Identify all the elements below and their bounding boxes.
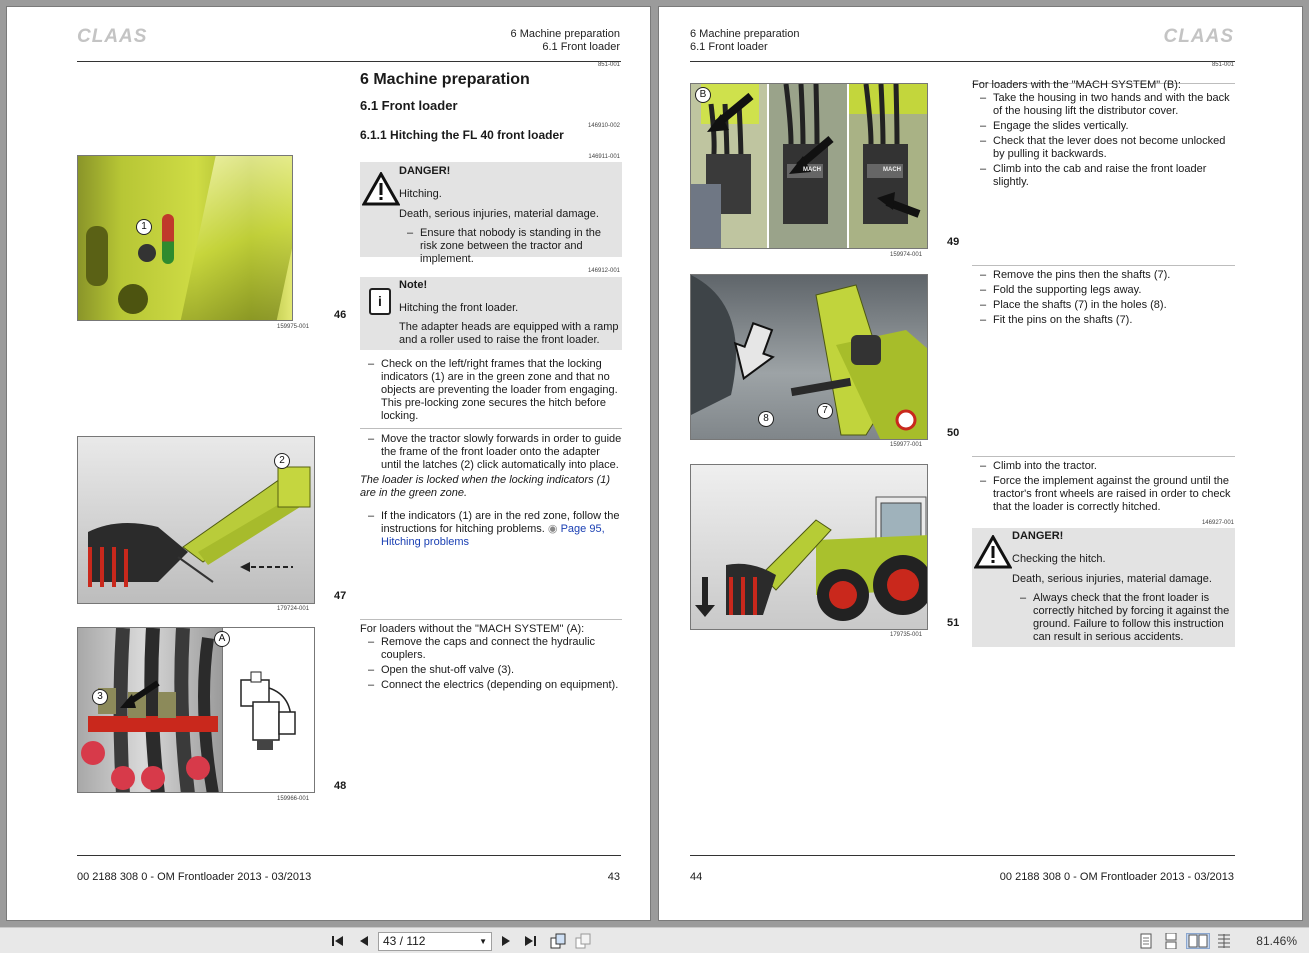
- note-title: Note!: [399, 279, 428, 291]
- note-box: [360, 277, 622, 350]
- page-indicator: 43 / 112: [383, 934, 426, 948]
- list-item: [360, 510, 622, 549]
- rotate-page-icon: [549, 933, 567, 949]
- module-code: 851-001: [1211, 62, 1234, 68]
- header-rule: [690, 61, 1235, 62]
- viewer-toolbar: [0, 927, 1309, 953]
- mach-a-intro: For loaders without the "MACH SYSTEM" (A):: [360, 623, 585, 635]
- danger-box: [972, 528, 1235, 647]
- section-title: 6.1 Front loader: [360, 98, 458, 113]
- header-chapter: 6 Machine preparation: [510, 28, 620, 40]
- module-code: 146910-002: [587, 123, 620, 129]
- list-item: – Climb into the tractor.: [972, 460, 1235, 473]
- header-rule: [77, 61, 621, 62]
- figure-number: 50: [947, 427, 960, 439]
- mach-label: MACH: [803, 167, 821, 173]
- two-page-icon: [1188, 934, 1208, 948]
- step-list: [360, 358, 622, 425]
- callout-3: 3: [92, 689, 108, 705]
- figure-number: 48: [334, 780, 347, 792]
- danger-hazard: Hitching.: [399, 188, 442, 200]
- callout-b: B: [695, 87, 711, 103]
- continuous-button[interactable]: [1163, 933, 1179, 949]
- list-item: – Ensure that nobody is standing in the risk zone between the tractor and implement.: [399, 227, 621, 266]
- figure-47-image: [77, 436, 315, 604]
- cross-reference-link[interactable]: Page 95, Hitching problems: [381, 523, 605, 548]
- mach-b-intro: For loaders with the "MACH SYSTEM" (B):: [972, 79, 1181, 91]
- list-item: – Fit the pins on the shafts (7).: [972, 314, 1235, 327]
- module-code: 851-001: [597, 62, 620, 68]
- divider: [360, 619, 622, 620]
- footer-page-number: 44: [690, 871, 703, 883]
- list-item: – Move the tractor slowly forwards in order to guide the frame of the front loader onto the adapter until the latches (2) click automatically into place.: [360, 433, 622, 472]
- list-item: – Place the shafts (7) in the holes (8).: [972, 299, 1235, 312]
- step-text: If the indicators (1) are in the red zone, follow the instructions for hitching problems.: [381, 510, 620, 535]
- figure-code: 159966-001: [277, 796, 310, 802]
- figure-number: 51: [947, 617, 960, 629]
- footer-rule: [690, 855, 1235, 856]
- mach-label: MACH: [883, 167, 901, 173]
- list-item: – Remove the pins then the shafts (7).: [972, 269, 1235, 282]
- continuous-page-icon: [1164, 933, 1178, 949]
- zoom-level[interactable]: 81.46%: [1256, 934, 1297, 948]
- figure-code: 159977-001: [890, 442, 923, 448]
- claas-logo: CLAAS: [1163, 26, 1234, 47]
- triangle-right-icon: [498, 933, 514, 949]
- thumbnails-button[interactable]: [574, 933, 590, 949]
- danger-title: DANGER!: [399, 165, 451, 177]
- footer-document: 00 2188 308 0 - OM Frontloader 2013 - 03/2013: [77, 871, 312, 883]
- skip-start-icon: [330, 933, 346, 949]
- header-section: 6.1 Front loader: [690, 41, 768, 53]
- figure-46-image: [77, 155, 293, 321]
- module-code: 146911-001: [588, 154, 620, 160]
- rotate-button[interactable]: [549, 933, 565, 949]
- pages-icon: [574, 933, 592, 949]
- figure-48-image: [77, 627, 315, 793]
- divider: [360, 428, 622, 429]
- result-text: The loader is locked when the locking indicators (1) are in the green zone.: [360, 474, 611, 499]
- list-item: – Open the shut-off valve (3).: [360, 664, 622, 677]
- list-item: – Connect the electrics (depending on equipment).: [360, 679, 622, 692]
- subsection-title: 6.1.1 Hitching the FL 40 front loader: [360, 128, 564, 142]
- left-page: [6, 6, 651, 921]
- module-code: 146912-001: [587, 268, 620, 274]
- step-list: [360, 510, 622, 551]
- divider: [972, 456, 1235, 457]
- first-page-button[interactable]: [330, 933, 346, 949]
- note-subject: Hitching the front loader.: [399, 302, 519, 314]
- figure-code: 159975-001: [277, 324, 310, 330]
- footer-document: 00 2188 308 0 - OM Frontloader 2013 - 03/2013: [999, 871, 1234, 883]
- figure-50-image: [690, 274, 928, 440]
- legs-steps: [972, 269, 1235, 329]
- list-item: – Check on the left/right frames that the locking indicators (1) are in the green zone and that no objects are preventing the loader from engaging. This pre-locking zone secures the hitch before locking.: [360, 358, 622, 423]
- figure-code: 179735-001: [890, 632, 923, 638]
- single-page-icon: [1139, 933, 1153, 949]
- two-page-button[interactable]: [1186, 933, 1210, 949]
- facing-pages-icon: [1216, 933, 1232, 949]
- list-item: – Engage the slides vertically.: [972, 120, 1235, 133]
- warning-triangle-icon: [974, 535, 1012, 569]
- list-item: – Check that the lever does not become unlocked by pulling it backwards.: [972, 135, 1235, 161]
- figure-49-image: [690, 83, 928, 249]
- list-item: – Climb into the cab and raise the front loader slightly.: [972, 163, 1235, 189]
- right-page: [658, 6, 1303, 921]
- danger-consequence: Death, serious injuries, material damage.: [1012, 573, 1212, 585]
- footer-page-number: 43: [607, 871, 620, 883]
- danger-title: DANGER!: [1012, 530, 1064, 542]
- danger-box: [360, 162, 622, 265]
- list-item: – Take the housing in two hands and with the back of the housing lift the distributor cover.: [972, 92, 1235, 118]
- check-steps: [972, 460, 1235, 516]
- list-item: – Always check that the front loader is correctly hitched by forcing it against the ground. Failure to follow this instruction can result in serious accidents.: [1012, 592, 1234, 644]
- page-number-select[interactable]: [378, 932, 492, 951]
- mach-b-steps: [972, 92, 1235, 191]
- claas-logo: CLAAS: [77, 26, 148, 47]
- skip-end-icon: [522, 933, 538, 949]
- figure-number: 46: [334, 309, 347, 321]
- module-code: 146927-001: [1201, 520, 1234, 526]
- single-page-button[interactable]: [1138, 933, 1154, 949]
- figure-code: 179724-001: [277, 606, 310, 612]
- warning-triangle-icon: [362, 172, 400, 206]
- last-page-button[interactable]: [522, 933, 538, 949]
- figure-51-image: [690, 464, 928, 630]
- chevron-down-icon: ▼: [479, 937, 487, 946]
- step-list: [360, 433, 622, 474]
- info-icon: i: [369, 288, 391, 315]
- callout-2: 2: [274, 453, 290, 469]
- previous-page-button[interactable]: [356, 933, 372, 949]
- header-section: 6.1 Front loader: [542, 41, 620, 53]
- facing-button[interactable]: [1216, 933, 1232, 949]
- callout-a: A: [214, 631, 230, 647]
- running-header: [511, 28, 620, 54]
- danger-instructions: [399, 227, 621, 268]
- figure-number: 47: [334, 590, 347, 602]
- next-page-button[interactable]: [498, 933, 514, 949]
- list-item: – Remove the caps and connect the hydraulic couplers.: [360, 636, 622, 662]
- callout-7: 7: [817, 403, 833, 419]
- danger-instructions: [1012, 592, 1234, 646]
- figure-number: 49: [947, 236, 960, 248]
- divider: [972, 265, 1235, 266]
- header-chapter: 6 Machine preparation: [690, 28, 800, 40]
- eye-icon: ◉: [547, 523, 558, 535]
- danger-consequence: Death, serious injuries, material damage.: [399, 208, 599, 220]
- list-item: – Force the implement against the ground until the tractor's front wheels are raised in order to check that the loader is correctly hitched.: [972, 475, 1235, 514]
- callout-1: 1: [136, 219, 152, 235]
- mach-a-steps: [360, 636, 622, 694]
- figure-code: 159974-001: [890, 252, 923, 258]
- danger-hazard: Checking the hitch.: [1012, 553, 1106, 565]
- callout-8: 8: [758, 411, 774, 427]
- list-item: – Fold the supporting legs away.: [972, 284, 1235, 297]
- footer-rule: [77, 855, 621, 856]
- running-header: [690, 28, 799, 54]
- note-text: The adapter heads are equipped with a ramp and a roller used to raise the front loader.: [399, 321, 619, 346]
- page-title: 6 Machine preparation: [360, 71, 530, 88]
- triangle-left-icon: [356, 933, 372, 949]
